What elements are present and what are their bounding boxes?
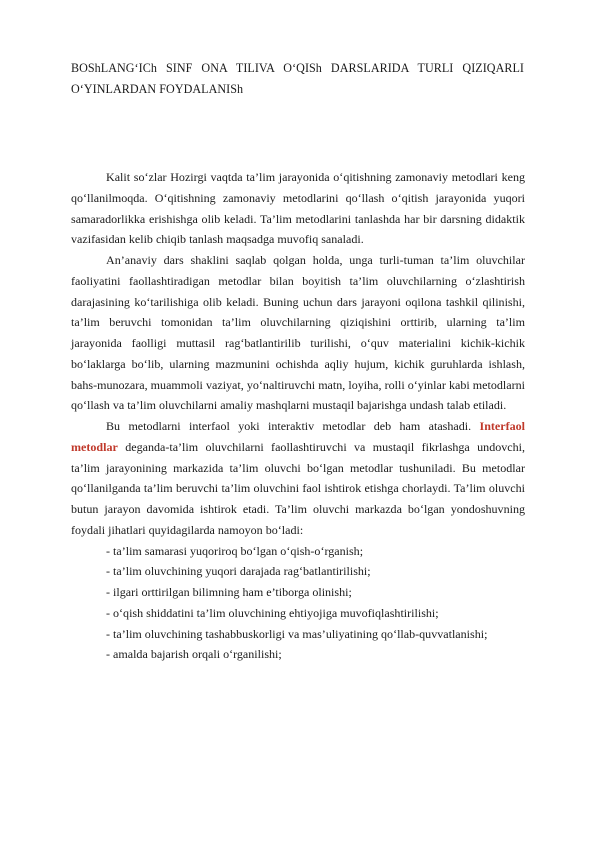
highlighted-term: Interfaol metodlar [71,419,525,454]
list-item: - o‘qish shiddatini ta’lim oluvchining ehtiyojiga muvofiqlashtirilishi; [106,605,439,620]
document-title: BOShLANG‘ICh SINF ONA TILIVA O‘QISh DARSLARIDA TURLI QIZIQARLI O‘YINLARDAN FOYDALANISh [71,61,524,96]
list-item: - amalda bajarish orqali o‘rganilishi; [106,647,282,662]
benefits-list [71,541,525,666]
paragraph-text-end: deganda-ta’lim oluvchilarni faollashtiruvchi va mustaqil fikrlashga undovchi, ta’lim jarayonining markazida ta’lim oluvchi bo‘lgan metodlar tushuniladi. Bu metodlar qo‘llanilganda ta’lim beruvchi ta’lim oluvchini faol ishtirok etishga chorlaydi. Ta’lim oluvchi butun jarayon davomida ishtirok etadi. Ta’lim oluvchi markazda bo‘lgan yondoshuvning foydali jihatlari quyidagilarda namoyon bo‘ladi: [71,439,525,537]
list-item: - ta’lim samarasi yuqoriroq bo‘lgan o‘qish-o‘rganish; [106,543,364,558]
list-item: - ta’lim oluvchining yuqori darajada rag‘batlantirilishi; [106,564,371,579]
paragraph-interactive-methods [71,416,525,541]
list-item: - ilgari orttirilgan bilimning ham e’tiborga olinishi; [106,585,352,599]
list-item: - ta’lim oluvchining tashabbuskorligi va mas’uliyatining qo‘llab-quvvatlanishi; [106,626,488,641]
document-body [71,167,525,665]
paragraph-text-start: Bu metodlarni interfaol yoki interaktiv metodlar deb ham atashadi. [106,419,480,433]
paragraph-traditional-lesson: An’anaviy dars shaklini saqlab qolgan holda, unga turli-tuman ta’lim oluvchilar faoliyatini faollashtiradigan metodlar bilan boyitish ta’lim oluvchilarning o‘zlashtirish darajasining ko‘tarilishiga olib keladi. Buning uchun dars jarayoni oqilona tashkil qilinishi, ta’lim beruvchi tomonidan ta’lim oluvchilarning qiziqishini orttirib, ularning ta’lim jarayonida faolligi muttasil rag‘batlantirilib turilishi, o‘quv materialini kichik-kichik bo‘laklarga bo‘lib, ularning mazmunini ochishda aqliy hujum, kichik guruhlarda ishlash, bahs-munozara, muammoli vaziyat, yo‘naltiruvchi matn, loyiha, rolli o‘yinlar kabi metodlarni qo‘llash va ta’lim oluvchilarni amaliy mashqlarni mustaqil bajarishga undash talab etiladi. [71,253,525,413]
paragraph-keywords: Kalit so‘zlar Hozirgi vaqtda ta’lim jarayonida o‘qitishning zamonaviy metodlari keng qo‘llanilmoqda. O‘qitishning zamonaviy metodlarini qo‘llash o‘qitish jarayonida yuqori samaradorlikka erishishga olib keladi. Ta’lim metodlarini tanlashda har bir darsning didaktik vazifasidan kelib chiqib tanlash maqsadga muvofiq sanaladi. [71,170,525,247]
